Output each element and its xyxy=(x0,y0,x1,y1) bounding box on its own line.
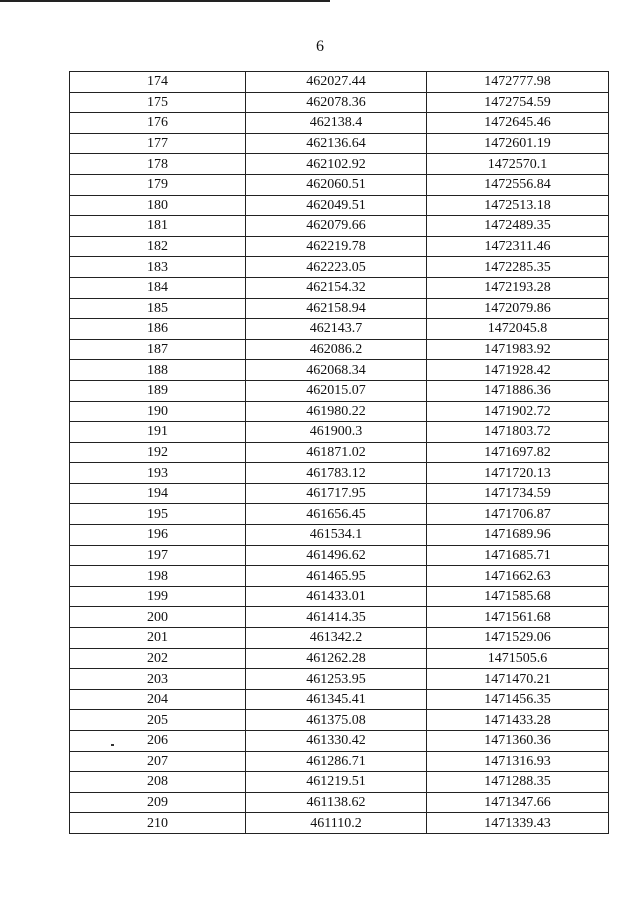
x-coordinate-cell: 461342.2 xyxy=(246,628,427,649)
point-number-cell: 187 xyxy=(70,339,246,360)
point-number-cell: 178 xyxy=(70,154,246,175)
table-row xyxy=(70,442,609,463)
point-number-cell: 190 xyxy=(70,401,246,422)
point-number-cell: 176 xyxy=(70,113,246,134)
y-coordinate-cell: 1472570.1 xyxy=(427,154,609,175)
y-coordinate-cell: 1472045.8 xyxy=(427,319,609,340)
x-coordinate-cell: 462079.66 xyxy=(246,216,427,237)
y-coordinate-cell: 1471505.6 xyxy=(427,648,609,669)
point-number-cell: 194 xyxy=(70,483,246,504)
point-number-cell: 199 xyxy=(70,586,246,607)
x-coordinate-cell: 462223.05 xyxy=(246,257,427,278)
x-coordinate-cell: 461783.12 xyxy=(246,463,427,484)
y-coordinate-cell: 1472311.46 xyxy=(427,236,609,257)
x-coordinate-cell: 461110.2 xyxy=(246,813,427,834)
y-coordinate-cell: 1472285.35 xyxy=(427,257,609,278)
x-coordinate-cell: 462015.07 xyxy=(246,380,427,401)
x-coordinate-cell: 462143.7 xyxy=(246,319,427,340)
point-number-cell: 181 xyxy=(70,216,246,237)
x-coordinate-cell: 461414.35 xyxy=(246,607,427,628)
coordinates-table xyxy=(69,71,609,834)
table-row xyxy=(70,113,609,134)
point-number-cell: 185 xyxy=(70,298,246,319)
table-row xyxy=(70,483,609,504)
table-row xyxy=(70,72,609,93)
table-row xyxy=(70,710,609,731)
y-coordinate-cell: 1472079.86 xyxy=(427,298,609,319)
x-coordinate-cell: 462158.94 xyxy=(246,298,427,319)
x-coordinate-cell: 461871.02 xyxy=(246,442,427,463)
point-number-cell: 197 xyxy=(70,545,246,566)
point-number-cell: 203 xyxy=(70,669,246,690)
x-coordinate-cell: 461345.41 xyxy=(246,689,427,710)
x-coordinate-cell: 461496.62 xyxy=(246,545,427,566)
page-number: 6 xyxy=(316,38,324,55)
y-coordinate-cell: 1472777.98 xyxy=(427,72,609,93)
point-number-cell: 184 xyxy=(70,277,246,298)
x-coordinate-cell: 461656.45 xyxy=(246,504,427,525)
table-row xyxy=(70,751,609,772)
point-number-cell: 180 xyxy=(70,195,246,216)
y-coordinate-cell: 1471697.82 xyxy=(427,442,609,463)
y-coordinate-cell: 1471433.28 xyxy=(427,710,609,731)
table-row xyxy=(70,92,609,113)
y-coordinate-cell: 1471983.92 xyxy=(427,339,609,360)
table-row xyxy=(70,174,609,195)
point-number-cell: 209 xyxy=(70,792,246,813)
y-coordinate-cell: 1471529.06 xyxy=(427,628,609,649)
y-coordinate-cell: 1472489.35 xyxy=(427,216,609,237)
point-number-cell: 186 xyxy=(70,319,246,340)
table-row xyxy=(70,628,609,649)
point-number-cell: 182 xyxy=(70,236,246,257)
table-row xyxy=(70,792,609,813)
table-row xyxy=(70,236,609,257)
table-row xyxy=(70,154,609,175)
table-row xyxy=(70,216,609,237)
x-coordinate-cell: 462078.36 xyxy=(246,92,427,113)
table-row xyxy=(70,689,609,710)
x-coordinate-cell: 461465.95 xyxy=(246,566,427,587)
table-row xyxy=(70,422,609,443)
point-number-cell: 206 xyxy=(70,731,246,752)
table-row xyxy=(70,648,609,669)
table-row xyxy=(70,772,609,793)
point-number-cell: 188 xyxy=(70,360,246,381)
point-number-cell: 192 xyxy=(70,442,246,463)
x-coordinate-cell: 461286.71 xyxy=(246,751,427,772)
point-number-cell: 207 xyxy=(70,751,246,772)
point-number-cell: 195 xyxy=(70,504,246,525)
y-coordinate-cell: 1471734.59 xyxy=(427,483,609,504)
x-coordinate-cell: 461375.08 xyxy=(246,710,427,731)
table-row xyxy=(70,277,609,298)
y-coordinate-cell: 1471689.96 xyxy=(427,525,609,546)
x-coordinate-cell: 462138.4 xyxy=(246,113,427,134)
point-number-cell: 208 xyxy=(70,772,246,793)
x-coordinate-cell: 462136.64 xyxy=(246,133,427,154)
table-row xyxy=(70,545,609,566)
point-number-cell: 200 xyxy=(70,607,246,628)
table-row xyxy=(70,813,609,834)
table-row xyxy=(70,298,609,319)
x-coordinate-cell: 462086.2 xyxy=(246,339,427,360)
table-row xyxy=(70,401,609,422)
x-coordinate-cell: 461219.51 xyxy=(246,772,427,793)
x-coordinate-cell: 462102.92 xyxy=(246,154,427,175)
table-row xyxy=(70,504,609,525)
y-coordinate-cell: 1471561.68 xyxy=(427,607,609,628)
table-row xyxy=(70,586,609,607)
table-row xyxy=(70,195,609,216)
y-coordinate-cell: 1471470.21 xyxy=(427,669,609,690)
point-number-cell: 201 xyxy=(70,628,246,649)
y-coordinate-cell: 1471456.35 xyxy=(427,689,609,710)
point-number-cell: 183 xyxy=(70,257,246,278)
table-row xyxy=(70,607,609,628)
x-coordinate-cell: 461433.01 xyxy=(246,586,427,607)
table-row xyxy=(70,339,609,360)
point-number-cell: 210 xyxy=(70,813,246,834)
y-coordinate-cell: 1471288.35 xyxy=(427,772,609,793)
point-number-cell: 198 xyxy=(70,566,246,587)
point-number-cell: 205 xyxy=(70,710,246,731)
table-row xyxy=(70,257,609,278)
table-row xyxy=(70,525,609,546)
x-coordinate-cell: 462049.51 xyxy=(246,195,427,216)
point-number-cell: 174 xyxy=(70,72,246,93)
table-row xyxy=(70,669,609,690)
table-row xyxy=(70,133,609,154)
x-coordinate-cell: 461262.28 xyxy=(246,648,427,669)
y-coordinate-cell: 1471720.13 xyxy=(427,463,609,484)
y-coordinate-cell: 1471685.71 xyxy=(427,545,609,566)
y-coordinate-cell: 1471585.68 xyxy=(427,586,609,607)
y-coordinate-cell: 1471360.36 xyxy=(427,731,609,752)
point-number-cell: 177 xyxy=(70,133,246,154)
y-coordinate-cell: 1471928.42 xyxy=(427,360,609,381)
point-number-cell: 204 xyxy=(70,689,246,710)
coordinates-table-body xyxy=(70,72,609,834)
y-coordinate-cell: 1471706.87 xyxy=(427,504,609,525)
x-coordinate-cell: 461330.42 xyxy=(246,731,427,752)
y-coordinate-cell: 1471316.93 xyxy=(427,751,609,772)
x-coordinate-cell: 462154.32 xyxy=(246,277,427,298)
y-coordinate-cell: 1472193.28 xyxy=(427,277,609,298)
table-row xyxy=(70,319,609,340)
point-number-cell: 179 xyxy=(70,174,246,195)
y-coordinate-cell: 1471902.72 xyxy=(427,401,609,422)
x-coordinate-cell: 462219.78 xyxy=(246,236,427,257)
x-coordinate-cell: 462060.51 xyxy=(246,174,427,195)
point-number-cell: 196 xyxy=(70,525,246,546)
point-number-cell: 193 xyxy=(70,463,246,484)
table-row xyxy=(70,463,609,484)
y-coordinate-cell: 1471886.36 xyxy=(427,380,609,401)
table-row xyxy=(70,731,609,752)
point-number-cell: 189 xyxy=(70,380,246,401)
y-coordinate-cell: 1472601.19 xyxy=(427,133,609,154)
point-number-cell: 202 xyxy=(70,648,246,669)
y-coordinate-cell: 1472556.84 xyxy=(427,174,609,195)
y-coordinate-cell: 1471662.63 xyxy=(427,566,609,587)
point-number-cell: 175 xyxy=(70,92,246,113)
x-coordinate-cell: 461717.95 xyxy=(246,483,427,504)
x-coordinate-cell: 461138.62 xyxy=(246,792,427,813)
y-coordinate-cell: 1471803.72 xyxy=(427,422,609,443)
y-coordinate-cell: 1471339.43 xyxy=(427,813,609,834)
x-coordinate-cell: 461253.95 xyxy=(246,669,427,690)
table-row xyxy=(70,566,609,587)
y-coordinate-cell: 1472754.59 xyxy=(427,92,609,113)
top-rule xyxy=(0,0,330,2)
table-row xyxy=(70,380,609,401)
point-number-cell: 191 xyxy=(70,422,246,443)
x-coordinate-cell: 462068.34 xyxy=(246,360,427,381)
scan-speck xyxy=(111,744,114,746)
x-coordinate-cell: 461980.22 xyxy=(246,401,427,422)
y-coordinate-cell: 1472645.46 xyxy=(427,113,609,134)
x-coordinate-cell: 461900.3 xyxy=(246,422,427,443)
table-row xyxy=(70,360,609,381)
y-coordinate-cell: 1472513.18 xyxy=(427,195,609,216)
x-coordinate-cell: 462027.44 xyxy=(246,72,427,93)
x-coordinate-cell: 461534.1 xyxy=(246,525,427,546)
y-coordinate-cell: 1471347.66 xyxy=(427,792,609,813)
